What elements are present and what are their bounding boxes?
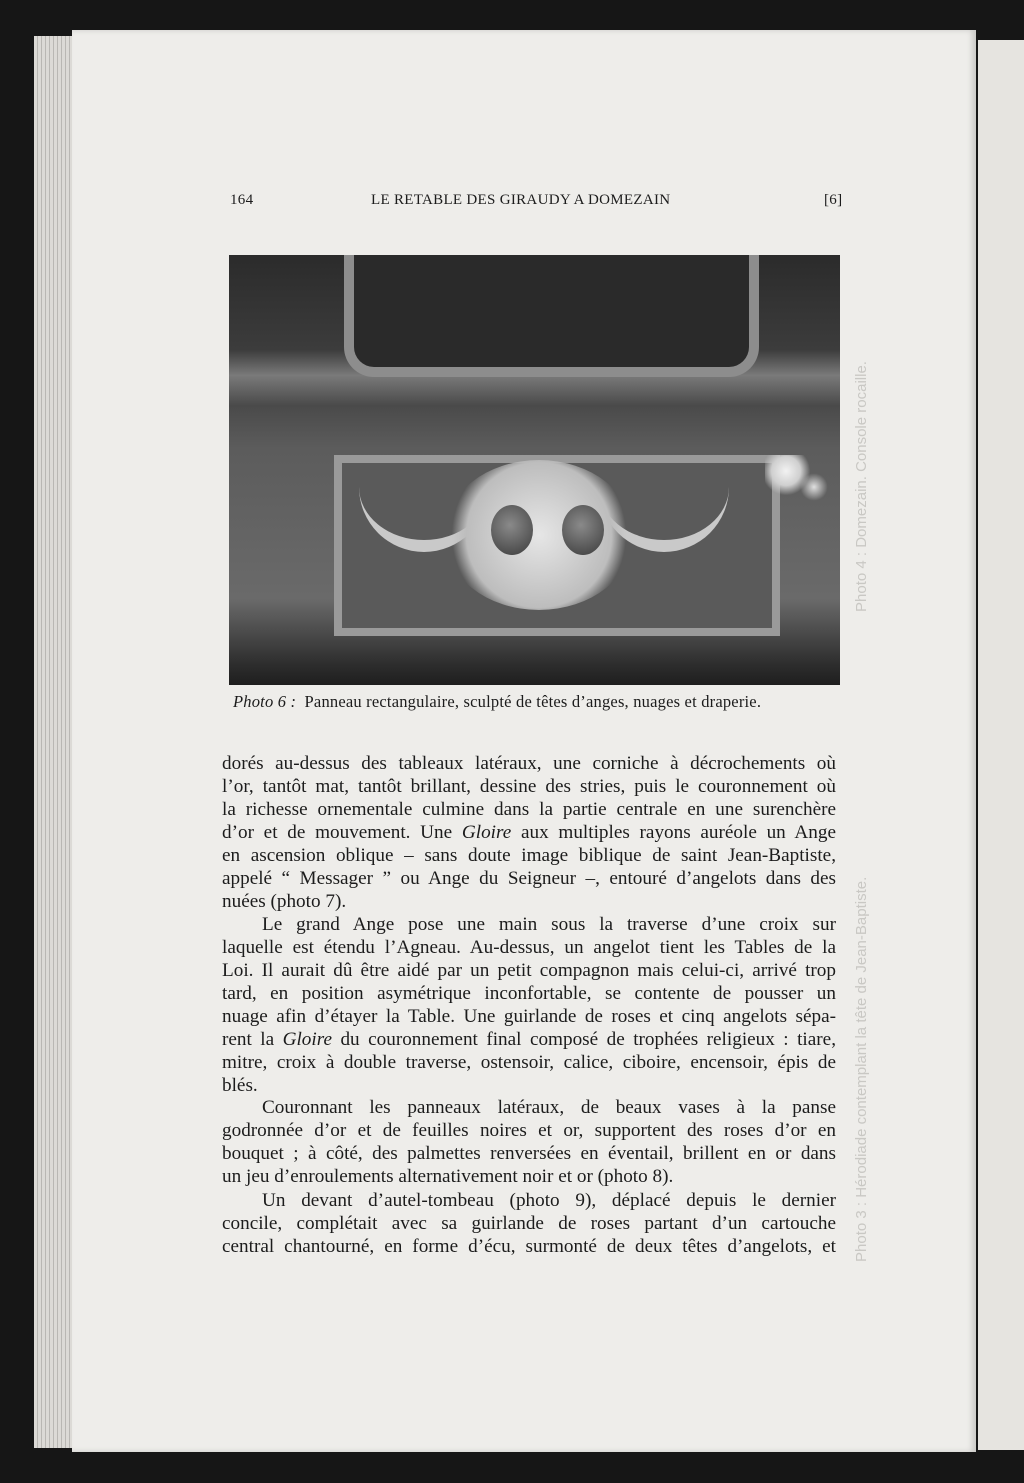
text-line: Loi. Il aurait dû être aidé par un petit compagnon mais celui-ci, arrivé trop: [222, 960, 836, 981]
paragraph-2: [222, 913, 836, 1097]
page-stack-edges: [34, 36, 76, 1448]
caption-text: Panneau rectangulaire, sculpté de têtes d’anges, nuages et draperie.: [304, 692, 762, 711]
text-line: nuage afin d’étayer la Table. Une guirlande de roses et cinq angelots sépa-: [222, 1006, 836, 1027]
text-line: en ascension oblique – sans doute image biblique de saint Jean-Baptiste,: [222, 845, 836, 866]
italic-term: Gloire: [282, 1029, 332, 1050]
text-line: l’or, tantôt mat, tantôt brillant, dessine des stries, puis le couronnement où: [222, 776, 836, 797]
text-line: la richesse ornementale culmine dans la partie centrale en une surenchère: [222, 799, 836, 820]
text-line: rent la Gloire du couronnement final composé de trophées religieux : tiare,: [222, 1029, 836, 1050]
text-line: bouquet ; à côté, des palmettes renversées en éventail, brillent en or dans: [222, 1143, 836, 1164]
photo-carved-panel: [229, 255, 840, 685]
facing-page: [978, 40, 1024, 1450]
text-line: un jeu d’enroulements alternativement noir et or (photo 8).: [222, 1166, 674, 1187]
text-line: mitre, croix à double traverse, ostensoir, calice, ciboire, encensoir, épis de: [222, 1052, 836, 1073]
text-line: blés.: [222, 1075, 258, 1096]
bleed-through-caption-3: Photo 3 : Hérodiade contemplant la tête de Jean-Baptiste.: [853, 876, 870, 1262]
text-line: appelé “ Messager ” ou Ange du Seigneur –, entouré d’angelots dans des: [222, 868, 836, 889]
angel-head-right: [562, 505, 604, 555]
text-line: central chantourné, en forme d’écu, surmonté de deux têtes d’angelots, et: [222, 1236, 836, 1257]
angel-head-left: [491, 505, 533, 555]
text-line: d’or et de mouvement. Une Gloire aux multiples rayons auréole un Ange: [222, 822, 836, 843]
running-title: LE RETABLE DES GIRAUDY A DOMEZAIN: [371, 192, 671, 208]
section-marker: [6]: [824, 192, 843, 208]
painting-frame: [344, 255, 759, 377]
text-line: tard, en position asymétrique inconfortable, se contente de pousser un: [222, 983, 836, 1004]
italic-term: Gloire: [461, 822, 512, 843]
caption-label: Photo 6 :: [233, 692, 297, 711]
cloud-carving: [444, 460, 634, 610]
text-line: concile, complétait avec sa guirlande de roses partant d’un cartouche: [222, 1213, 836, 1234]
bleed-through-caption-4: Photo 4 : Domezain. Console rocaille.: [853, 361, 870, 612]
flowers: [765, 455, 835, 535]
text-line: Couronnant les panneaux latéraux, de beaux vases à la panse: [262, 1097, 836, 1118]
text-line: Un devant d’autel-tombeau (photo 9), déplacé depuis le dernier: [262, 1190, 836, 1211]
text-line: Le grand Ange pose une main sous la traverse d’une croix sur: [262, 914, 836, 935]
text-line: godronnée d’or et de feuilles noires et or, supportent des roses d’or en: [222, 1120, 836, 1141]
paragraph-4: [222, 1189, 836, 1258]
text-line: dorés au-dessus des tableaux latéraux, une corniche à décrochements où: [222, 753, 836, 774]
photo-caption: [233, 692, 761, 712]
text-line: laquelle est étendu l’Agneau. Au-dessus, un angelot tient les Tables de la: [222, 937, 836, 958]
text-line: nuées (photo 7).: [222, 891, 347, 912]
paragraph-1: [222, 752, 836, 913]
paragraph-3: [222, 1096, 836, 1188]
page-number: 164: [230, 192, 254, 208]
